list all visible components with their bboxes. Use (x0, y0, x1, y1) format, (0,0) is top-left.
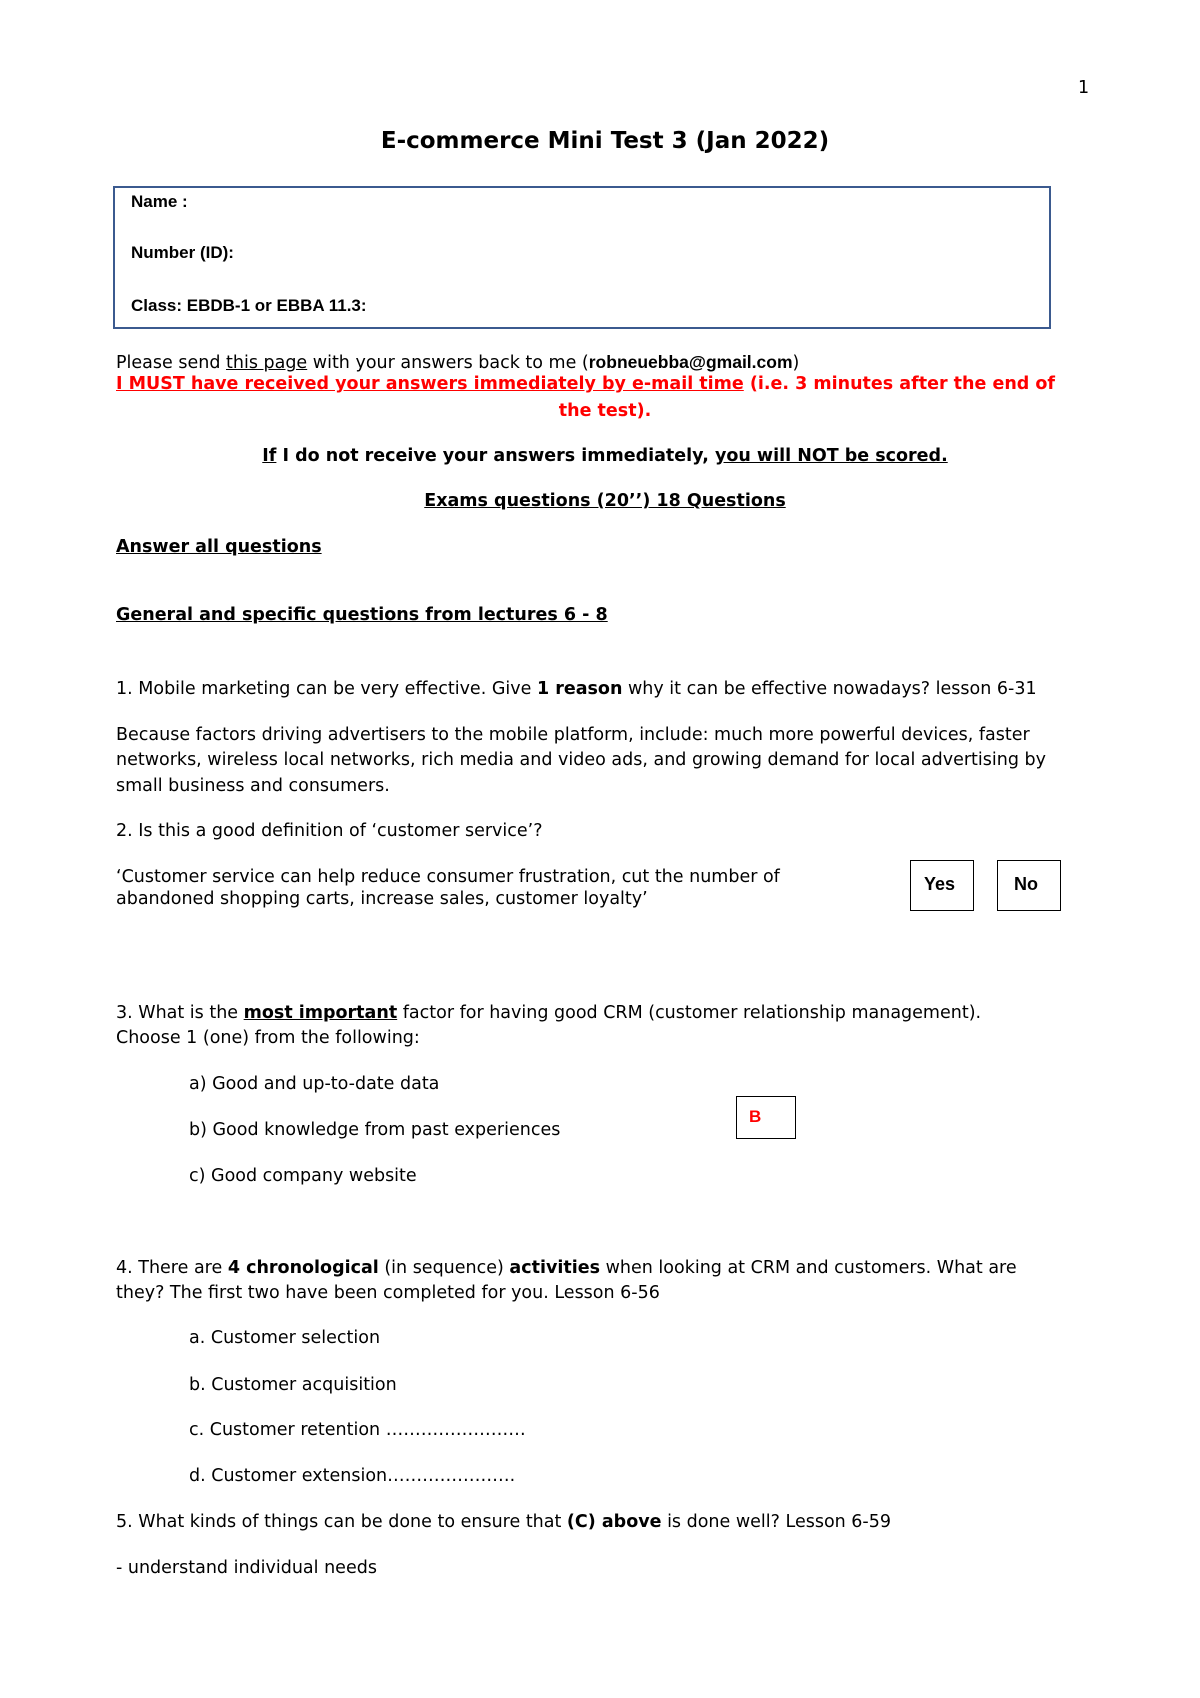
question-3-post: factor for having good CRM (customer relationship management). (397, 1003, 982, 1023)
question-3-answer-box[interactable] (736, 1096, 796, 1139)
question-4-item-d: d. Customer extension…………………. (189, 1466, 516, 1486)
yes-label: Yes (924, 874, 956, 894)
question-1-bold: 1 reason (536, 679, 623, 699)
question-5-post: is done well? Lesson 6-59 (661, 1512, 892, 1532)
question-4-bold-1: 4 chronological (227, 1258, 379, 1278)
yes-answer-box[interactable] (910, 860, 974, 911)
question-4 (116, 1258, 1017, 1278)
deadline-warning-underlined: I MUST have received your answers immediately by e-mail time (116, 374, 744, 394)
student-info-box (113, 186, 1051, 329)
question-4-item-b: b. Customer acquisition (189, 1375, 397, 1395)
exam-questions-heading: Exams questions (20’’) 18 Questions (424, 491, 786, 511)
question-4-line-2: they? The first two have been completed for you. Lesson 6-56 (116, 1283, 660, 1303)
question-3-pre: 3. What is the (116, 1003, 244, 1023)
question-2-quote-line-2: abandoned shopping carts, increase sales, customer loyalty’ (116, 889, 648, 909)
question-3-bold: most important (243, 1003, 398, 1023)
question-4-pre: 4. There are (116, 1258, 228, 1278)
class-field-label: Class: EBDB-1 or EBBA 11.3: (131, 296, 367, 315)
question-5 (116, 1512, 891, 1532)
section-heading: General and specific questions from lectures 6 - 8 (116, 605, 608, 625)
question-2-quote-line-1: ‘Customer service can help reduce consumer frustration, cut the number of (116, 867, 780, 887)
send-text-mid: with your answers back to me ( (307, 353, 589, 373)
answer-1-line-3: small business and consumers. (116, 776, 390, 796)
if-word: If (262, 446, 277, 466)
deadline-warning-rest: (i.e. 3 minutes after the end of (743, 374, 1056, 394)
question-3 (116, 1003, 981, 1023)
deadline-warning (116, 374, 1055, 394)
no-label: No (1014, 874, 1038, 894)
question-5-bold: (C) above (566, 1512, 662, 1532)
answer-all-heading: Answer all questions (116, 537, 322, 557)
question-3-option-a: a) Good and up-to-date data (189, 1074, 440, 1094)
question-4-post: when looking at CRM and customers. What are (600, 1258, 1017, 1278)
page-number: 1 (1078, 78, 1090, 98)
question-3-answer: B (749, 1107, 762, 1126)
question-1-pre: 1. Mobile marketing can be very effective. Give (116, 679, 537, 699)
question-2: 2. Is this a good definition of ‘customer service’? (116, 821, 543, 841)
this-page-link-text: this page (226, 353, 308, 373)
no-answer-box[interactable] (997, 860, 1061, 911)
question-1 (116, 679, 1037, 699)
page-title: E-commerce Mini Test 3 (Jan 2022) (380, 128, 830, 154)
question-3-line-2: Choose 1 (one) from the following: (116, 1028, 420, 1048)
send-text-post: ) (792, 353, 800, 373)
number-id-field-label: Number (ID): (131, 243, 234, 262)
question-5-pre: 5. What kinds of things can be done to ensure that (116, 1512, 567, 1532)
scoring-warning-end: you will NOT be scored. (714, 446, 948, 466)
email-address: robneuebba@gmail.com (588, 352, 793, 372)
question-3-option-b: b) Good knowledge from past experiences (189, 1120, 561, 1140)
question-4-bold-2: activities (509, 1258, 601, 1278)
question-4-item-a: a. Customer selection (189, 1328, 381, 1348)
question-3-option-c: c) Good company website (189, 1166, 417, 1186)
question-4-item-c: c. Customer retention …………………… (189, 1420, 526, 1440)
send-text-pre: Please send (116, 353, 226, 373)
name-field-label: Name : (131, 192, 188, 211)
deadline-warning-line2: the test). (558, 401, 652, 421)
answer-5: - understand individual needs (116, 1558, 377, 1578)
question-4-mid: (in sequence) (378, 1258, 510, 1278)
answer-1-line-2: networks, wireless local networks, rich media and video ads, and growing demand for local advertising by (116, 750, 1046, 770)
answer-1-line-1: Because factors driving advertisers to the mobile platform, include: much more powerful devices, faster (116, 725, 1030, 745)
scoring-warning (110, 446, 1100, 466)
scoring-warning-mid: I do not receive your answers immediately, (276, 446, 715, 466)
question-1-post: why it can be effective nowadays? lesson 6-31 (622, 679, 1037, 699)
send-instruction (116, 352, 799, 373)
